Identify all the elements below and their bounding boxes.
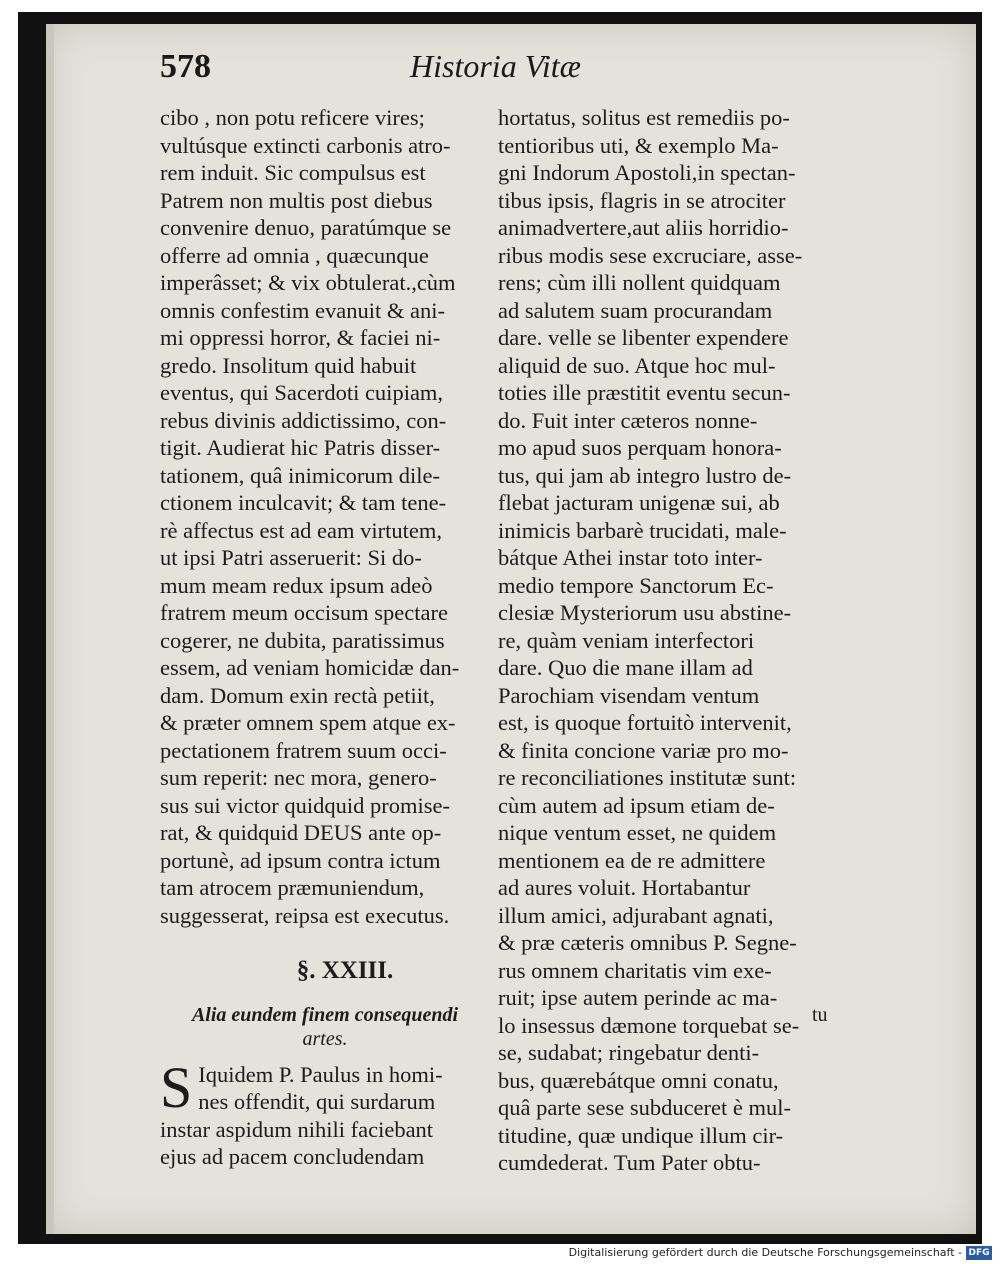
text-line: re reconciliationes institutæ sunt: [498,765,797,790]
digitization-footer [0,1244,1000,1264]
text-line: inimicis barbarè trucidati, male- [498,517,787,543]
left-column-text-end [160,1116,490,1171]
text-line: suggesserat, reipsa est executus. [160,902,450,928]
text-line: dare. velle se libenter expendere [498,325,789,350]
text-line: se, sudabat; ringebatur denti- [498,1040,760,1065]
text-line: dam. Domum exin rectà petiit, [160,682,435,708]
text-line: & præ cæteris omnibus P. Segne- [498,930,797,955]
text-line: do. Fuit inter cæteros nonne- [498,407,758,433]
text-line: toties ille præstitit eventu secun- [498,380,791,405]
text-line: ejus ad pacem concludendam [160,1144,425,1169]
text-line: Patrem non multis post diebus [160,187,433,213]
section-subtitle-continued: artes. [302,1027,348,1050]
text-line: bus, quærebátque omni conatu, [498,1067,779,1093]
text-line: mentionem ea de re admittere [498,847,766,873]
text-line: est, is quoque fortuitò intervenit, [498,710,792,735]
text-line: essem, ad veniam homicidæ dan- [160,655,460,680]
left-column-text [160,104,490,929]
text-line: offerre ad omnia , quæcunque [160,242,429,268]
page-number: 578 [160,48,211,85]
section-title: §. XXIII. [296,957,394,984]
text-line: flebat jacturam unigenæ sui, ab [498,490,780,515]
text-line: sus sui victor quidquid promise- [160,792,450,818]
text-line: dare. Quo die mane illam ad [498,655,753,680]
text-line: imperâsset; & vix obtulerat.,cùm [160,270,456,295]
text-line: cumdederat. Tum Pater obtu- [498,1150,761,1175]
text-line: convenire denuo, paratúmque se [160,215,452,240]
text-line: illum amici, adjurabant agnati, [498,902,774,928]
text-line: cùm autem ad ipsum etiam de- [498,792,775,818]
text-line: instar aspidum nihili faciebant [160,1116,434,1142]
text-line: ctionem inculcavit; & tam tene- [160,490,447,515]
text-line: Parochiam visendam ventum [498,682,760,708]
text-line: tam atrocem præmuniendum, [160,875,425,900]
text-line: eventus, qui Sacerdoti cuipiam, [160,380,444,405]
text-line: ad salutem suam procurandam [498,297,773,323]
text-line: titudine, quæ undique illum cir- [498,1122,784,1148]
left-column [160,104,490,1171]
text-line: clesiæ Mysteriorum usu abstine- [498,600,792,625]
text-line: ribus modis sese excruciare, asse- [498,242,803,268]
text-line: omnis confestim evanuit & ani- [160,297,445,323]
right-column [498,104,830,1177]
text-line: tentioribus uti, & exemplo Ma- [498,132,779,158]
text-line: rens; cùm illi nollent quidquam [498,270,781,295]
right-column-text [498,104,830,1177]
text-line: nes offendit, qui surdarum [198,1089,436,1114]
text-line: hortatus, solitus est remediis po- [498,105,790,130]
text-line: re, quàm veniam interfectori [498,627,755,653]
text-line: quâ parte sese subduceret è mul- [498,1095,792,1120]
dfg-logo: DFG [966,1246,992,1260]
text-line: medio tempore Sanctorum Ec- [498,572,774,598]
text-line: ad aures voluit. Hortabantur [498,875,751,900]
text-line: & præter omnem spem atque ex- [160,710,456,735]
text-line: tus, qui jam ab integro lustro de- [498,462,792,488]
text-line: cibo , non potu reficere vires; [160,105,425,130]
text-line: gredo. Insolitum quid habuit [160,352,417,378]
text-line: bátque Athei instar toto inter- [498,545,763,570]
page-header [160,48,660,98]
section-subtitle: Alia eundem finem consequendi [191,1003,459,1026]
text-line: tigit. Audierat hic Patris disser- [160,435,441,460]
text-line: mum meam redux ipsum adeò [160,572,433,598]
text-line: gni Indorum Apostoli,in spectan- [498,160,796,185]
text-line: tibus ipsis, flagris in se atrociter [498,187,786,213]
text-line: fratrem meum occisum spectare [160,600,448,625]
text-line: mi oppressi horror, & faciei ni- [160,325,441,350]
text-line: Iquidem P. Paulus in homi- [198,1061,443,1087]
text-line: lo insessus dæmone torquebat se- [498,1012,800,1038]
page-edge [46,24,54,1234]
dropcap-paragraph [160,1054,490,1120]
text-line: & finita concione variæ pro mo- [498,737,789,763]
text-line: cogerer, ne dubita, paratissimus [160,627,445,653]
text-line: portunè, ad ipsum contra ictum [160,847,441,873]
text-line: aliquid de suo. Atque hoc mul- [498,352,776,378]
text-line: rebus divinis addictissimo, con- [160,407,447,433]
text-line: mo apud suos perquam honora- [498,435,782,460]
text-line: pectationem fratrem suum occi- [160,737,447,763]
text-line: nique ventum esset, ne quidem [498,820,777,845]
running-head: Historia Vitæ [410,48,581,84]
text-line: animadvertere,aut aliis horridio- [498,215,789,240]
text-line: rem induit. Sic compulsus est [160,160,426,185]
text-line: tationem, quâ inimicorum dile- [160,462,440,488]
text-line: ut ipsi Patri asseruerit: Si do- [160,545,422,570]
text-line: sum reperit: nec mora, genero- [160,765,437,790]
text-line: rè affectus est ad eam virtutem, [160,517,442,543]
text-line: ruit; ipse autem perinde ac ma- [498,985,778,1010]
text-line: rus omnem charitatis vim exe- [498,957,772,983]
catchword: tu [812,1004,828,1026]
text-line: vultúsque extincti carbonis atro- [160,132,451,158]
text-line: rat, & quidquid DEUS ante op- [160,820,442,845]
drop-cap: S [160,1054,193,1120]
footer-credit: Digitalisierung gefördert durch die Deutsche Forschungsgemeinschaft - [568,1246,962,1259]
